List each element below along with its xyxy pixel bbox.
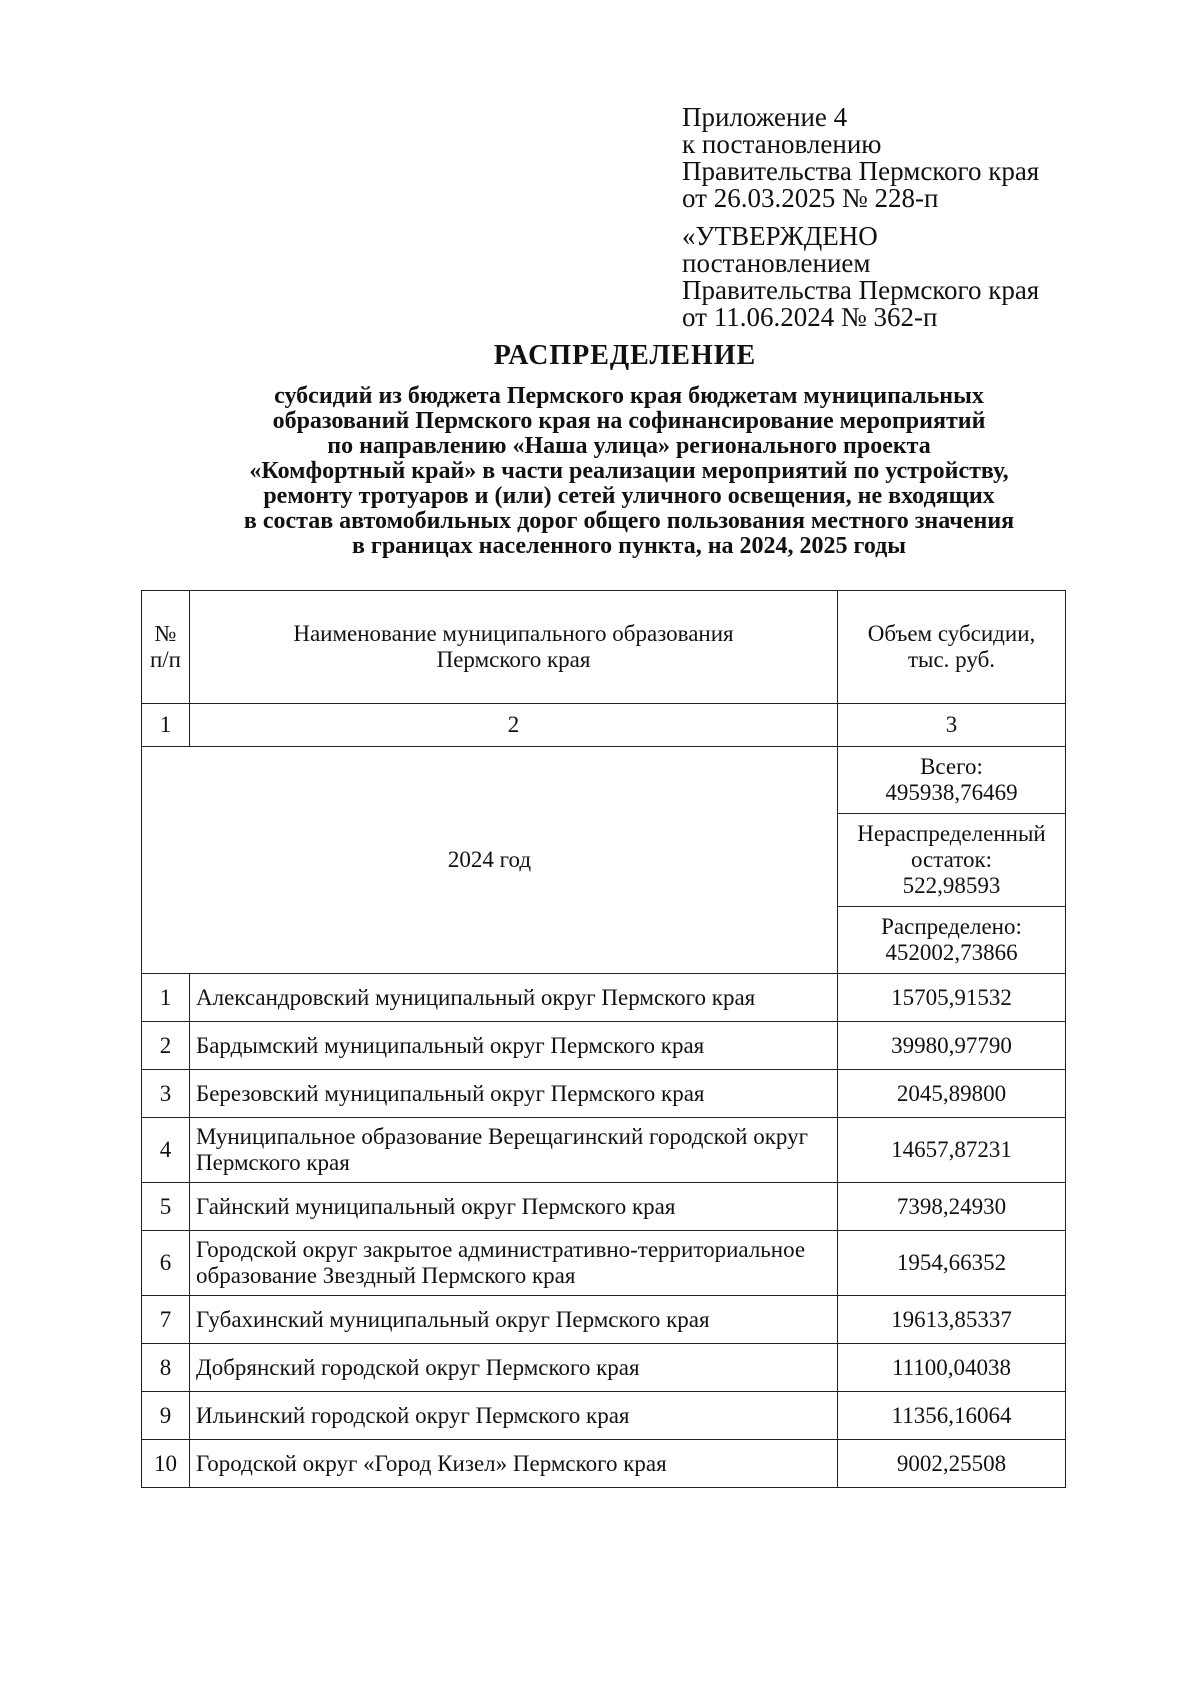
header-num-line: № [154, 621, 177, 646]
table-row [142, 1392, 1066, 1440]
row-number: 2 [142, 1022, 190, 1070]
total-cell [838, 747, 1066, 814]
remainder-label: Нераспределенный [857, 821, 1046, 846]
document-title: РАСПРЕДЕЛЕНИЕ [493, 340, 757, 371]
distributed-cell [838, 907, 1066, 974]
header-amount-cell [838, 591, 1066, 704]
subsidy-amount: 11100,04038 [838, 1344, 1066, 1392]
subsidy-amount: 1954,66352 [838, 1231, 1066, 1296]
subsidy-amount: 39980,97790 [838, 1022, 1066, 1070]
table-row [142, 1183, 1066, 1231]
header-name-cell [190, 591, 838, 704]
row-number: 1 [142, 974, 190, 1022]
document-subtitle [0, 384, 1200, 559]
subsidy-amount: 19613,85337 [838, 1296, 1066, 1344]
municipality-name: Березовский муниципальный округ Пермского края [190, 1070, 838, 1118]
table-row [142, 1344, 1066, 1392]
remainder-cell [838, 814, 1066, 907]
subtitle-line: по направлению «Наша улица» регионального проекта [327, 433, 931, 459]
header-name-line: Наименование муниципального образования [293, 621, 734, 646]
table-header-row [142, 591, 1066, 704]
approval-line: постановлением [682, 248, 871, 278]
row-number: 5 [142, 1183, 190, 1231]
header-num-cell [142, 591, 190, 704]
year-label: 2024 год [142, 747, 838, 974]
appendix-line: Приложение 4 [682, 102, 848, 132]
total-label: Всего: [920, 754, 983, 779]
municipality-name: Добрянский городской округ Пермского края [190, 1344, 838, 1392]
table-row [142, 1022, 1066, 1070]
distributed-value: 452002,73866 [885, 940, 1018, 965]
column-number: 3 [838, 704, 1066, 747]
table-row [142, 974, 1066, 1022]
subtitle-line: в состав автомобильных дорог общего пользования местного значения [243, 508, 1015, 534]
table-row [142, 1231, 1066, 1296]
appendix-line: к постановлению [682, 129, 882, 159]
appendix-line: от 26.03.2025 № 228-п [682, 183, 939, 213]
subsidy-amount: 14657,87231 [838, 1118, 1066, 1183]
appendix-reference [682, 104, 1102, 212]
column-number: 2 [190, 704, 838, 747]
row-number: 7 [142, 1296, 190, 1344]
subsidy-table [141, 590, 1066, 1488]
subsidy-amount: 15705,91532 [838, 974, 1066, 1022]
subtitle-line: ремонту тротуаров и (или) сетей уличного освещения, не входящих [263, 483, 995, 509]
remainder-label: остаток: [910, 847, 993, 872]
subtitle-line: субсидий из бюджета Пермского края бюджетам муниципальных [274, 383, 984, 409]
municipality-name: Ильинский городской округ Пермского края [190, 1392, 838, 1440]
approval-line: Правительства Пермского края [682, 275, 1040, 305]
approval-reference [682, 223, 1102, 331]
table-row [142, 1440, 1066, 1488]
row-number: 3 [142, 1070, 190, 1118]
subsidy-amount: 11356,16064 [838, 1392, 1066, 1440]
row-number: 8 [142, 1344, 190, 1392]
approval-line: «УТВЕРЖДЕНО [682, 221, 878, 251]
subtitle-line: «Комфортный край» в части реализации мероприятий по устройству, [249, 458, 1009, 484]
municipality-name: Бардымский муниципальный округ Пермского края [190, 1022, 838, 1070]
table-row [142, 1118, 1066, 1183]
municipality-name: Городской округ закрытое административно-территориальное образование Звездный Пермского края [190, 1231, 838, 1296]
municipality-name: Городской округ «Город Кизел» Пермского края [190, 1440, 838, 1488]
municipality-name: Губахинский муниципальный округ Пермского края [190, 1296, 838, 1344]
header-num-line: п/п [149, 647, 181, 672]
table-row [142, 1070, 1066, 1118]
subsidy-amount: 2045,89800 [838, 1070, 1066, 1118]
row-number: 4 [142, 1118, 190, 1183]
approval-line: от 11.06.2024 № 362-п [682, 302, 938, 332]
table-row [142, 1296, 1066, 1344]
subsidy-amount: 9002,25508 [838, 1440, 1066, 1488]
column-number-row [142, 704, 1066, 747]
row-number: 9 [142, 1392, 190, 1440]
subsidy-amount: 7398,24930 [838, 1183, 1066, 1231]
appendix-line: Правительства Пермского края [682, 156, 1040, 186]
header-amount-line: Объем субсидии, [867, 621, 1036, 646]
subtitle-line: образований Пермского края на софинансирование мероприятий [272, 408, 986, 434]
column-number: 1 [142, 704, 190, 747]
row-number: 10 [142, 1440, 190, 1488]
header-amount-line: тыс. руб. [907, 647, 996, 672]
remainder-value: 522,98593 [902, 873, 1001, 898]
distributed-label: Распределено: [881, 914, 1022, 939]
municipality-name: Александровский муниципальный округ Пермского края [190, 974, 838, 1022]
subtitle-line: в границах населенного пункта, на 2024, 2025 годы [351, 533, 907, 559]
summary-total-row [142, 747, 1066, 814]
total-value: 495938,76469 [885, 780, 1018, 805]
row-number: 6 [142, 1231, 190, 1296]
municipality-name: Гайнский муниципальный округ Пермского края [190, 1183, 838, 1231]
municipality-name: Муниципальное образование Верещагинский городской округ Пермского края [190, 1118, 838, 1183]
header-name-line: Пермского края [436, 647, 591, 672]
